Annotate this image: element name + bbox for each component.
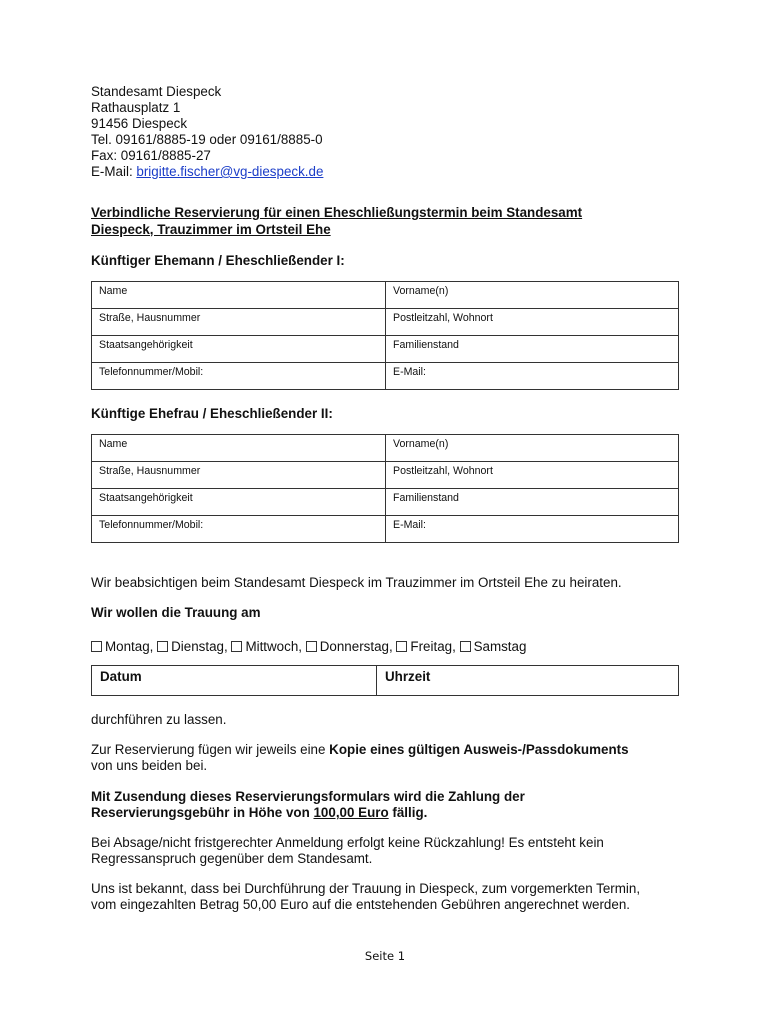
fax: Fax: 09161/8885-27 xyxy=(91,148,211,163)
table-row xyxy=(92,435,679,462)
field-email[interactable]: E-Mail: xyxy=(386,516,679,543)
field-nationality[interactable]: Staatsangehörigkeit xyxy=(92,336,386,363)
checkbox-icon[interactable] xyxy=(91,641,102,652)
table-row xyxy=(92,516,679,543)
field-firstname[interactable]: Vorname(n) xyxy=(386,282,679,309)
weekday-option[interactable]: Freitag, xyxy=(396,639,455,654)
date-time-table xyxy=(91,665,679,696)
email-line xyxy=(91,164,681,180)
field-phone[interactable]: Telefonnummer/Mobil: xyxy=(92,516,386,543)
email-link[interactable]: brigitte.fischer@vg-diespeck.de xyxy=(136,164,324,179)
weekday-option[interactable]: Donnerstag, xyxy=(306,639,393,654)
id-document-paragraph: Zur Reservierung fügen wir jeweils eine Kopie eines gültigen Ausweis-/Passdokuments von uns beiden bei. xyxy=(91,742,629,773)
id-document-emphasis: Kopie eines gültigen Ausweis-/Passdokuments xyxy=(329,742,629,757)
phone: Tel. 09161/8885-19 oder 09161/8885-0 xyxy=(91,132,323,147)
title-line-2: Diespeck, Trauzimmer im Ortsteil Ehe xyxy=(91,221,331,237)
field-marital-status[interactable]: Familienstand xyxy=(386,489,679,516)
checkbox-icon[interactable] xyxy=(396,641,407,652)
table-row xyxy=(92,489,679,516)
table-row xyxy=(92,309,679,336)
field-postcode[interactable]: Postleitzahl, Wohnort xyxy=(386,462,679,489)
field-name[interactable]: Name xyxy=(92,435,386,462)
field-phone[interactable]: Telefonnummer/Mobil: xyxy=(92,363,386,390)
title-line-1: Verbindliche Reservierung für einen Eheschließungstermin beim Standesamt xyxy=(91,205,583,220)
field-email[interactable]: E-Mail: xyxy=(386,363,679,390)
fee-amount: 100,00 Euro xyxy=(313,805,389,820)
email-label: E-Mail: xyxy=(91,164,137,179)
intent-text: Wir beabsichtigen beim Standesamt Diespeck im Trauzimmer im Ortsteil Ehe zu heiraten. xyxy=(91,575,622,590)
known-paragraph: Uns ist bekannt, dass bei Durchführung der Trauung in Diespeck, zum vorgemerkten Termin, vom eingezahlten Betrag 50,00 Euro auf die entstehenden Gebühren angerechnet werden. xyxy=(91,881,641,912)
page-title xyxy=(91,205,681,238)
field-firstname[interactable]: Vorname(n) xyxy=(386,435,679,462)
field-nationality[interactable]: Staatsangehörigkeit xyxy=(92,489,386,516)
field-time[interactable]: Uhrzeit xyxy=(377,666,679,696)
field-street[interactable]: Straße, Hausnummer xyxy=(92,309,386,336)
page-number: Seite 1 xyxy=(364,949,406,963)
table-row xyxy=(92,363,679,390)
refund-paragraph: Bei Absage/nicht fristgerechter Anmeldung erfolgt keine Rückzahlung! Es entsteht kein Regressanspruch gegenüber dem Standesamt. xyxy=(91,835,604,866)
city: 91456 Diespeck xyxy=(91,116,188,131)
weekday-option[interactable]: Mittwoch, xyxy=(231,639,302,654)
document-page xyxy=(91,84,681,913)
weekday-option[interactable]: Montag, xyxy=(91,639,153,654)
checkbox-icon[interactable] xyxy=(306,641,317,652)
office-name: Standesamt Diespeck xyxy=(91,84,222,99)
table-row xyxy=(92,282,679,309)
weekday-option[interactable]: Dienstag, xyxy=(157,639,228,654)
checkbox-icon[interactable] xyxy=(231,641,242,652)
wedding-date-heading: Wir wollen die Trauung am xyxy=(91,605,261,620)
weekday-options xyxy=(91,639,681,655)
husband-form-table xyxy=(91,281,679,390)
section-heading-wife: Künftige Ehefrau / Eheschließender II: xyxy=(91,406,333,421)
field-date[interactable]: Datum xyxy=(92,666,377,696)
table-row xyxy=(92,462,679,489)
field-marital-status[interactable]: Familienstand xyxy=(386,336,679,363)
section-heading-husband: Künftiger Ehemann / Eheschließender I: xyxy=(91,253,345,268)
address-block xyxy=(91,84,681,180)
table-row xyxy=(92,336,679,363)
field-street[interactable]: Straße, Hausnummer xyxy=(92,462,386,489)
fee-paragraph: Mit Zusendung dieses Reservierungsformulars wird die Zahlung der Reservierungsgebühr in Höhe von 100,00 Euro fällig. xyxy=(91,789,525,820)
field-postcode[interactable]: Postleitzahl, Wohnort xyxy=(386,309,679,336)
field-name[interactable]: Name xyxy=(92,282,386,309)
wife-form-table xyxy=(91,434,679,543)
checkbox-icon[interactable] xyxy=(157,641,168,652)
checkbox-icon[interactable] xyxy=(460,641,471,652)
weekday-option[interactable]: Samstag xyxy=(460,639,527,654)
table-row xyxy=(92,666,679,696)
carry-out-text: durchführen zu lassen. xyxy=(91,712,227,727)
street: Rathausplatz 1 xyxy=(91,100,181,115)
